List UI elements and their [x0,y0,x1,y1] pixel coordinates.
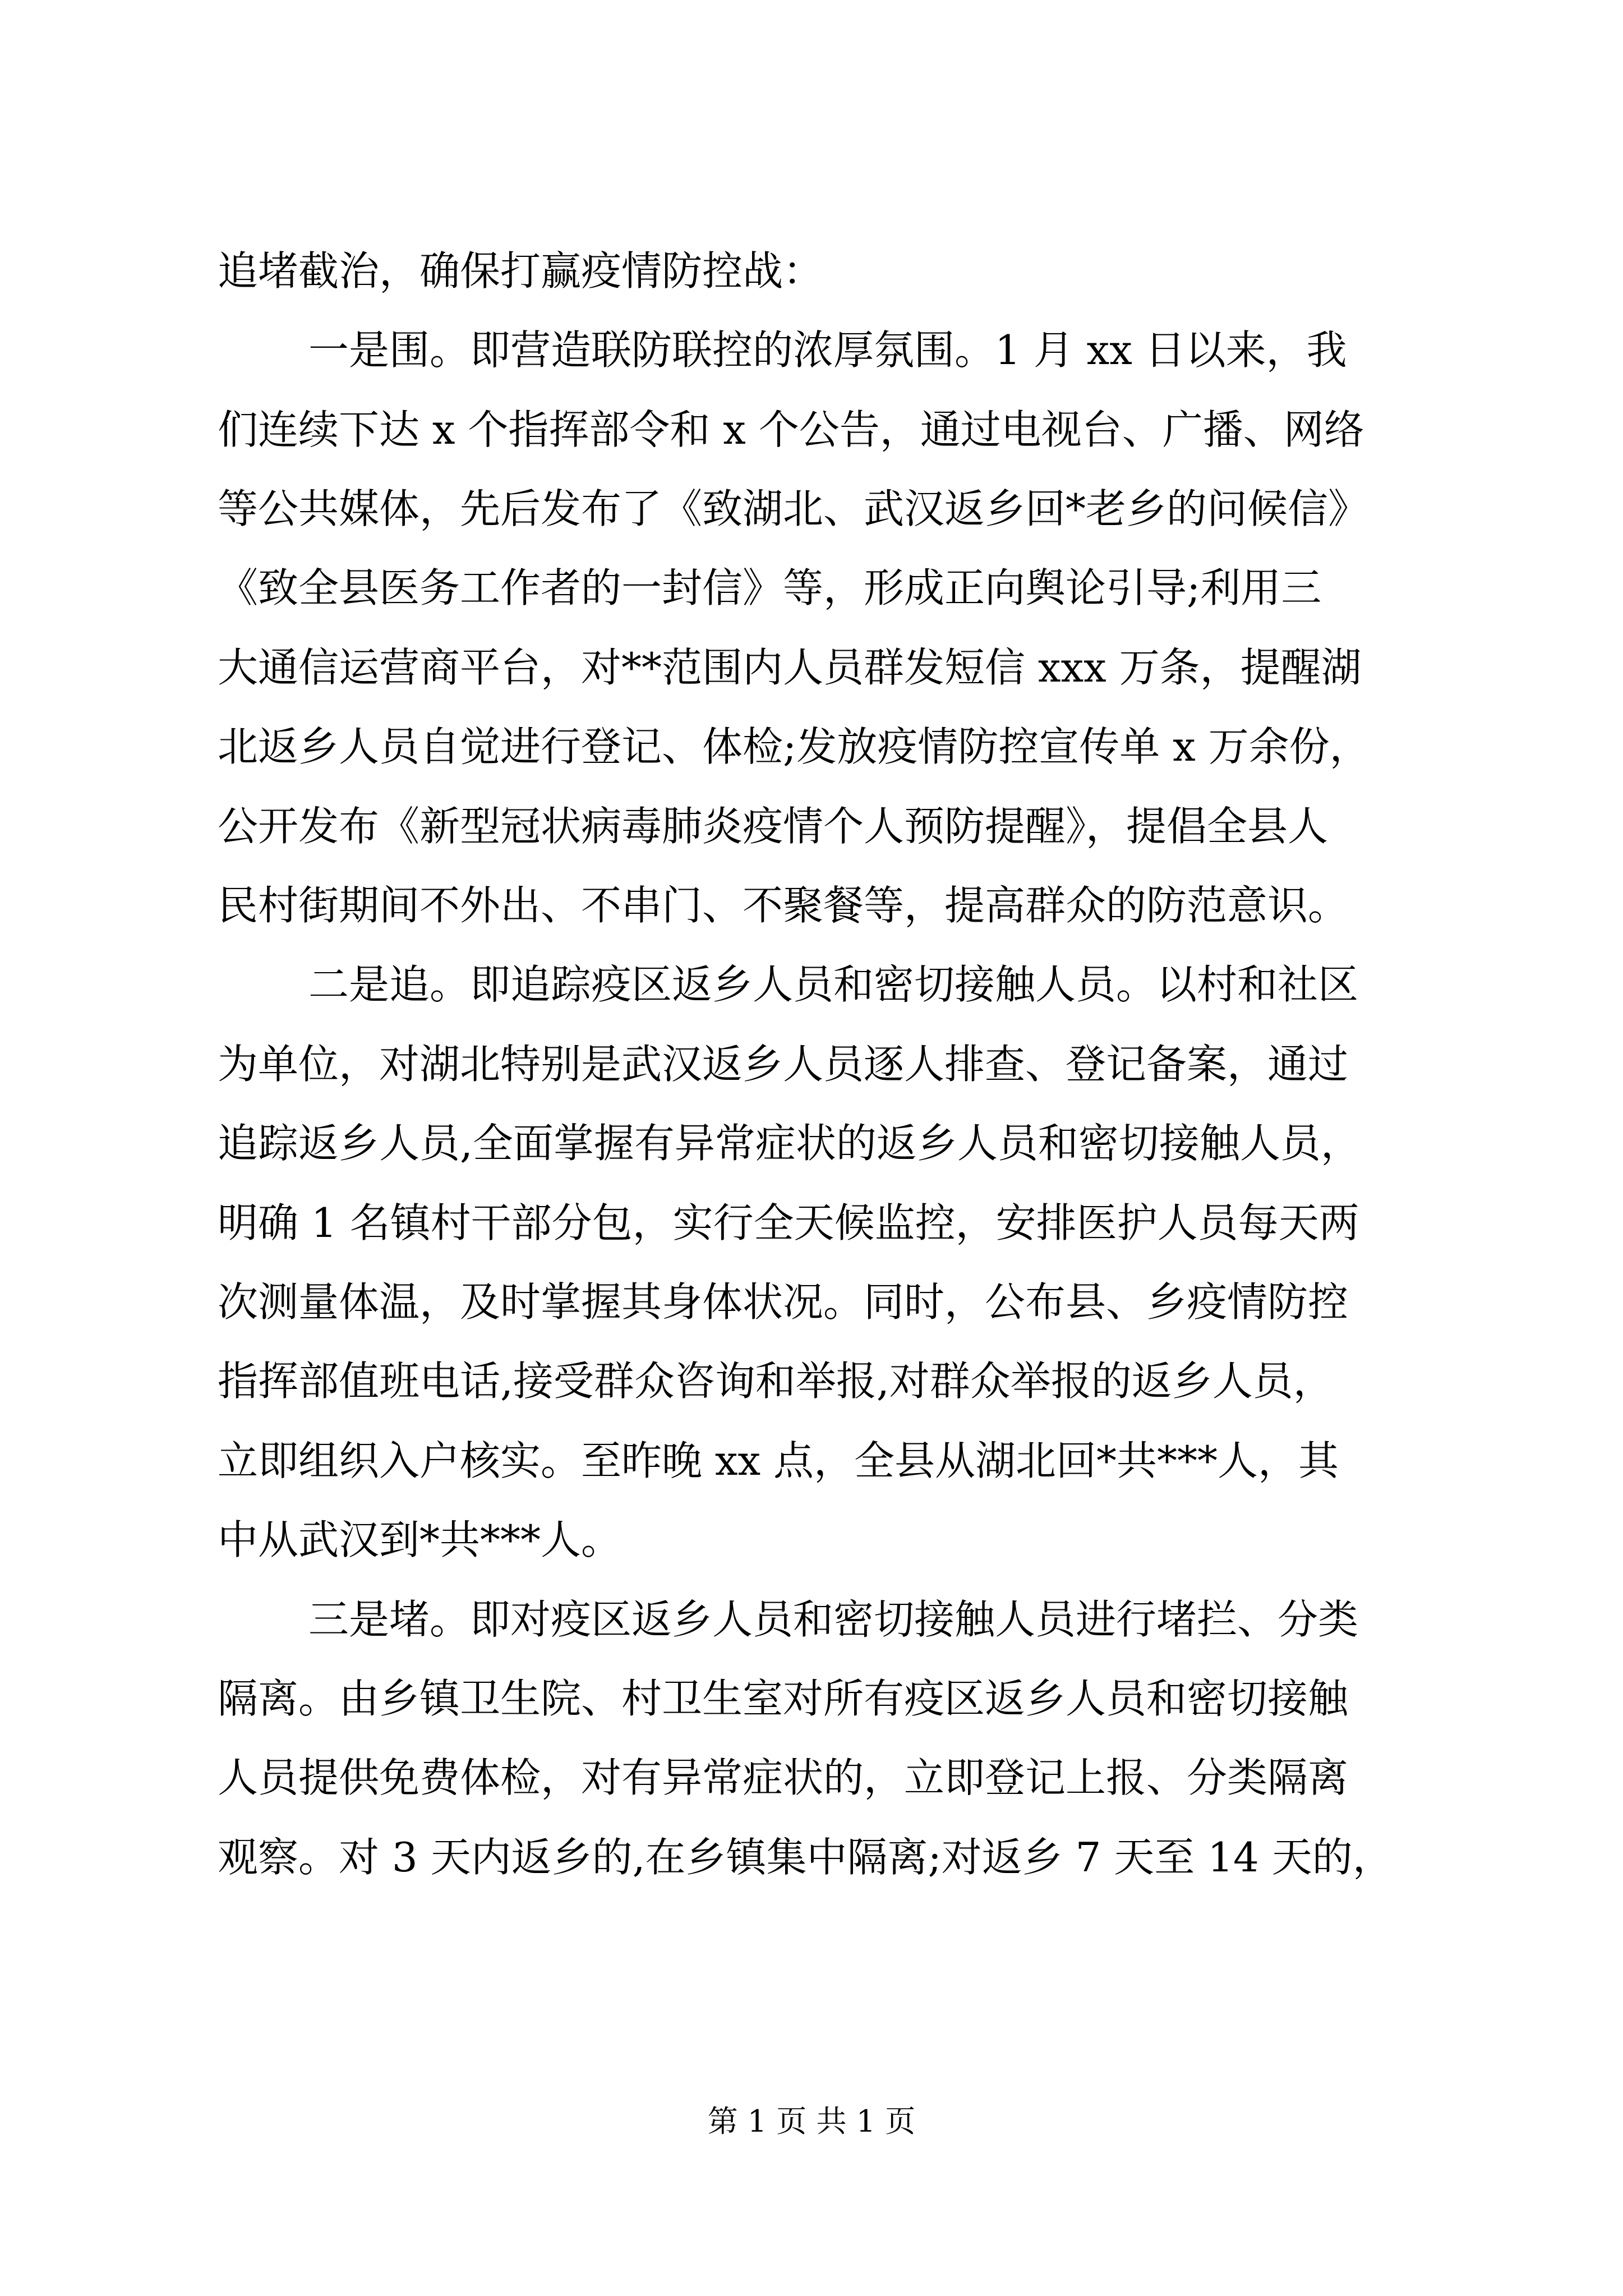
text-line: 为单位，对湖北特别是武汉返乡人员逐人排查、登记备案，通过 [218,1041,1349,1088]
text-line: 等公共媒体，先后发布了《致湖北、武汉返乡回*老乡的问候信》 [218,485,1369,532]
text-line: 隔离。由乡镇卫生院、村卫生室对所有疫区返乡人员和密切接触 [218,1675,1349,1722]
text-line: 中从武汉到*共***人。 [218,1516,622,1563]
text-line: 指挥部值班电话,接受群众咨询和举报,对群众举报的返乡人员， [218,1358,1334,1405]
text-line: 次测量体温，及时掌握其身体状况。同时，公布县、乡疫情防控 [218,1278,1349,1326]
text-line: 明确 1 名镇村干部分包，实行全天候监控，安排医护人员每天两 [218,1199,1359,1246]
text-line: 人员提供免费体检，对有异常症状的，立即登记上报、分类隔离 [218,1754,1349,1801]
text-line: 立即组织入户核实。至昨晚 xx 点，全县从湖北回*共***人，其 [218,1437,1339,1484]
text-line: 追堵截治，确保打赢疫情防控战： [218,247,824,295]
text-line: 们连续下达 x 个指挥部令和 x 个公告，通过电视台、广播、网络 [218,406,1364,453]
text-line: 民村街期间不外出、不串门、不聚餐等，提高群众的防范意识。 [218,882,1349,929]
text-line: 北返乡人员自觉进行登记、体检;发放疫情防控宣传单 x 万余份， [218,723,1370,770]
text-line: 大通信运营商平台，对**范围内人员群发短信 xxx 万条，提醒湖 [218,644,1362,691]
text-line: 观察。对 3 天内返乡的,在乡镇集中隔离;对返乡 7 天至 14 天的， [218,1834,1393,1881]
text-line: 《致全县医务工作者的一封信》等，形成正向舆论引导;利用三 [218,564,1322,611]
page-number-footer: 第 1 页 共 1 页 [707,2104,916,2139]
text-line: 二是追。即追踪疫区返乡人员和密切接触人员。以村和社区 [308,961,1359,1008]
text-line: 三是堵。即对疫区返乡人员和密切接触人员进行堵拦、分类 [308,1596,1359,1643]
text-line: 公开发布《新型冠状病毒肺炎疫情个人预防提醒》，提倡全县人 [218,803,1329,850]
text-line: 追踪返乡人员,全面掌握有异常症状的返乡人员和密切接触人员， [218,1120,1361,1167]
text-line: 一是围。即营造联防联控的浓厚氛围。1 月 xx 日以来，我 [308,326,1347,374]
